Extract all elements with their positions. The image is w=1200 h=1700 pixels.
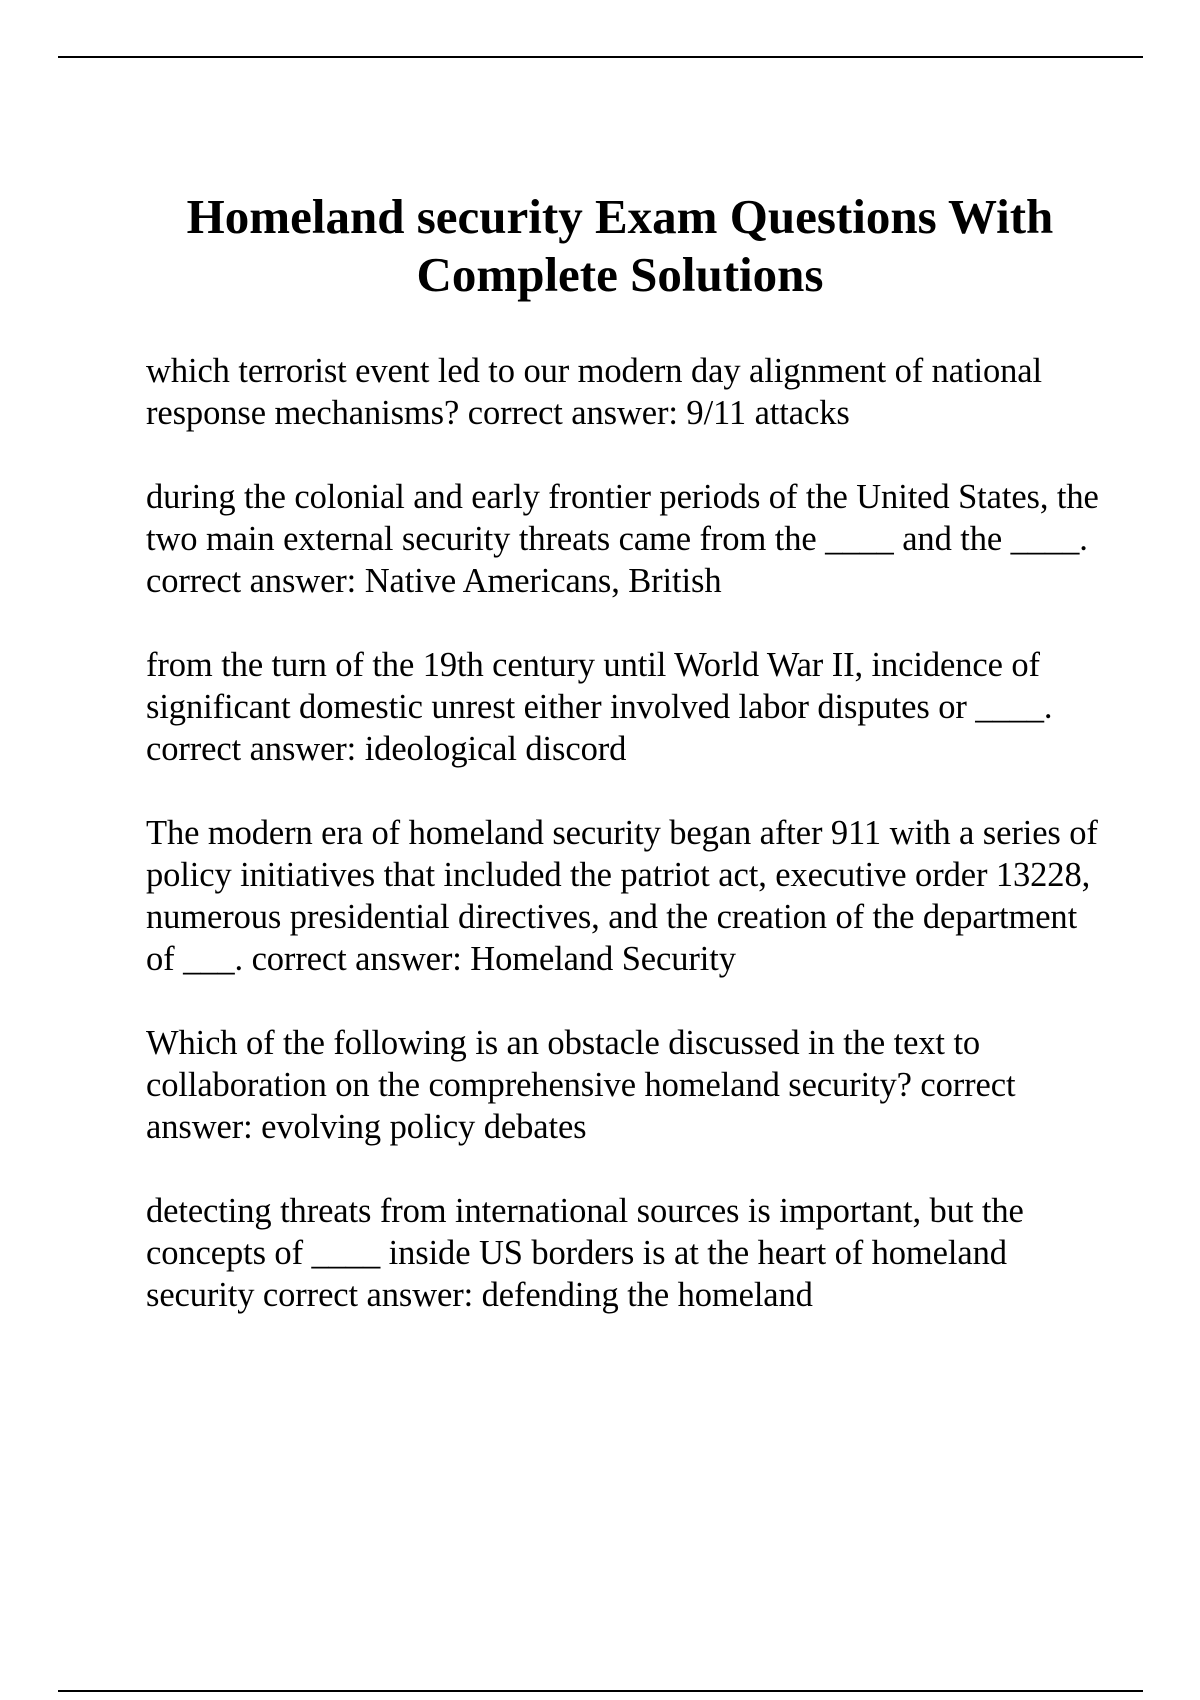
qa-item: Which of the following is an obstacle discussed in the text to collaboration on the comprehensive homeland security? correct answer: evolving policy debates (146, 1024, 1016, 1146)
qa-item: which terrorist event led to our modern day alignment of national response mechanisms? correct answer: 9/11 attacks (146, 352, 1042, 432)
document-title: Homeland security Exam Questions With Complete Solutions (186, 189, 1054, 302)
qa-item: from the turn of the 19th century until World War II, incidence of significant domestic unrest either involved labor disputes or ____. correct answer: ideological discord (146, 646, 1053, 768)
qa-item: during the colonial and early frontier periods of the United States, the two main external security threats came from the ____ and the ____. correct answer: Native Americans, British (146, 478, 1099, 600)
bottom-rule (58, 1690, 1143, 1692)
qa-item: The modern era of homeland security began after 911 with a series of policy initiatives that included the patriot act, executive order 13228, numerous presidential directives, and the creation of the department of ___. correct answer: Homeland Security (146, 814, 1098, 978)
qa-list (146, 350, 1106, 1358)
qa-item: detecting threats from international sources is important, but the concepts of ____ inside US borders is at the heart of homeland security correct answer: defending the homeland (146, 1192, 1024, 1314)
top-rule (58, 56, 1143, 58)
